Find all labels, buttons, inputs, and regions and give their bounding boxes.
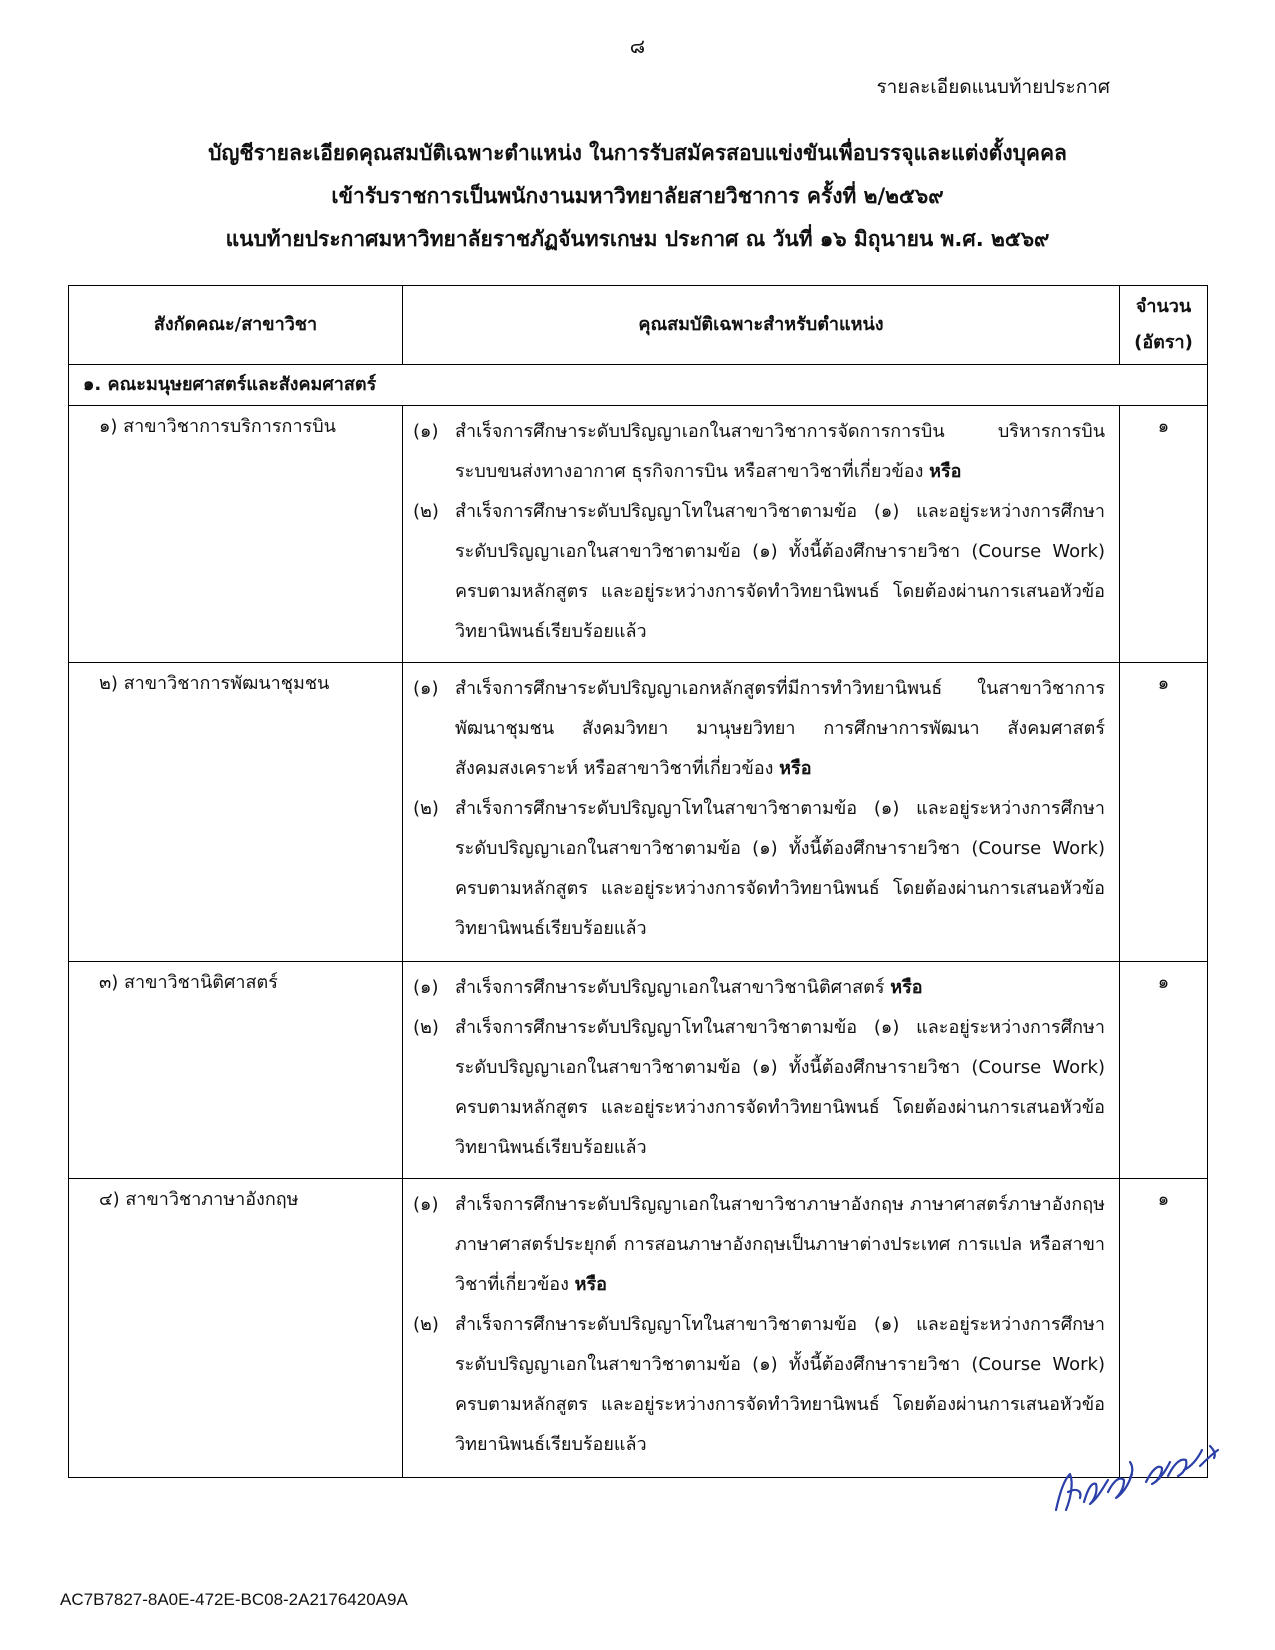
position-count: ๑ xyxy=(1120,663,1208,962)
qualification-text: สำเร็จการศึกษาระดับปริญญาโทในสาขาวิชาตามข้อ (๑) และอยู่ระหว่างการศึกษาระดับปริญญาเอกในสาขาวิชาตามข้อ (๑) ทั้งนี้ต้องศึกษารายวิชา (Course Work) ครบตามหลักสูตร และอยู่ระหว่างการจัดทำวิทยานิพนธ์ โดยต้องผ่านการเสนอหัวข้อวิทยานิพนธ์เรียบร้อยแล้ว xyxy=(455,1017,1105,1158)
page-number: ๘ xyxy=(629,34,646,58)
qualification-item xyxy=(413,492,1105,652)
qualification-text: สำเร็จการศึกษาระดับปริญญาโทในสาขาวิชาตามข้อ (๑) และอยู่ระหว่างการศึกษาระดับปริญญาเอกในสาขาวิชาตามข้อ (๑) ทั้งนี้ต้องศึกษารายวิชา (Course Work) ครบตามหลักสูตร และอยู่ระหว่างการจัดทำวิทยานิพนธ์ โดยต้องผ่านการเสนอหัวข้อวิทยานิพนธ์เรียบร้อยแล้ว xyxy=(455,1314,1105,1455)
faculty-row xyxy=(69,365,1208,406)
qualification-text-body: สำเร็จการศึกษาระดับปริญญาเอกในสาขาวิชาการจัดการการบิน บริหารการบิน ระบบขนส่งทางอากาศ ธุรกิจการบิน หรือสาขาวิชาที่เกี่ยวข้อง xyxy=(455,421,1105,482)
qualification-number: (๑) xyxy=(413,421,439,442)
qualification-text: สำเร็จการศึกษาระดับปริญญาโทในสาขาวิชาตามข้อ (๑) และอยู่ระหว่างการศึกษาระดับปริญญาเอกในสาขาวิชาตามข้อ (๑) ทั้งนี้ต้องศึกษารายวิชา (Course Work) ครบตามหลักสูตร และอยู่ระหว่างการจัดทำวิทยานิพนธ์ โดยต้องผ่านการเสนอหัวข้อวิทยานิพนธ์เรียบร้อยแล้ว xyxy=(455,501,1105,642)
branch-name: ๒) สาขาวิชาการพัฒนาชุมชน xyxy=(99,673,330,694)
qualification-item xyxy=(413,1185,1105,1305)
table-row xyxy=(69,962,1208,1179)
qualification-text-body: สำเร็จการศึกษาระดับปริญญาเอกหลักสูตรที่มีการทำวิทยานิพนธ์ ในสาขาวิชาการพัฒนาชุมชน สังคมวิทยา มานุษยวิทยา การศึกษาการพัฒนา สังคมศาสตร์ สังคมสงเคราะห์ หรือสาขาวิชาที่เกี่ยวข้อง xyxy=(455,678,1105,779)
position-count: ๑ xyxy=(1120,962,1208,1179)
annex-label: รายละเอียดแนบท้ายประกาศ xyxy=(876,76,1110,98)
qualification-cell xyxy=(403,663,1120,962)
or-keyword: หรือ xyxy=(890,977,923,998)
table-row xyxy=(69,1179,1208,1478)
or-keyword: หรือ xyxy=(779,758,812,779)
faculty-name: ๑. คณะมนุษยศาสตร์และสังคมศาสตร์ xyxy=(69,365,1208,406)
table-row xyxy=(69,663,1208,962)
position-count: ๑ xyxy=(1120,1179,1208,1478)
or-keyword: หรือ xyxy=(574,1274,607,1295)
qualification-table xyxy=(68,285,1208,1478)
qualification-text: สำเร็จการศึกษาระดับปริญญาโทในสาขาวิชาตามข้อ (๑) และอยู่ระหว่างการศึกษาระดับปริญญาเอกในสาขาวิชาตามข้อ (๑) ทั้งนี้ต้องศึกษารายวิชา (Course Work) ครบตามหลักสูตร และอยู่ระหว่างการจัดทำวิทยานิพนธ์ โดยต้องผ่านการเสนอหัวข้อวิทยานิพนธ์เรียบร้อยแล้ว xyxy=(455,798,1105,939)
qualification-text xyxy=(455,968,1105,1008)
qualification-item xyxy=(413,789,1105,949)
branch-name: ๑) สาขาวิชาการบริการการบิน xyxy=(99,416,336,437)
qualification-item xyxy=(413,1305,1105,1465)
branch-cell xyxy=(69,962,403,1179)
qualification-number: (๒) xyxy=(413,1017,439,1038)
document-title xyxy=(0,132,1275,261)
qualification-number: (๑) xyxy=(413,1194,439,1215)
qualification-number: (๑) xyxy=(413,977,439,998)
document-id: AC7B7827-8A0E-472E-BC08-2A2176420A9A xyxy=(60,1590,408,1609)
title-line-3: แนบท้ายประกาศมหาวิทยาลัยราชภัฏจันทรเกษม ประกาศ ณ วันที่ ๑๖ มิถุนายน พ.ศ. ๒๕๖๙ xyxy=(225,227,1050,251)
qualification-text-body: สำเร็จการศึกษาระดับปริญญาเอกในสาขาวิชานิติศาสตร์ xyxy=(455,977,885,998)
signature-stroke xyxy=(1084,1480,1108,1504)
qualification-text xyxy=(455,1185,1105,1305)
signature-strokes xyxy=(1056,1446,1218,1510)
signature-stroke xyxy=(1056,1474,1080,1510)
signature-stroke xyxy=(1168,1446,1218,1476)
qualification-cell xyxy=(403,1179,1120,1478)
branch-cell xyxy=(69,406,403,663)
header-qualification: คุณสมบัติเฉพาะสำหรับตำแหน่ง xyxy=(403,286,1120,365)
qualification-text xyxy=(455,669,1105,789)
title-line-1: บัญชีรายละเอียดคุณสมบัติเฉพาะตำแหน่ง ในการรับสมัครสอบแข่งขันเพื่อบรรจุและแต่งตั้งบุคคล xyxy=(208,141,1067,165)
signature-stroke xyxy=(1146,1462,1170,1484)
branch-name: ๓) สาขาวิชานิติศาสตร์ xyxy=(99,972,278,993)
branch-cell xyxy=(69,1179,403,1478)
qualification-text xyxy=(455,412,1105,492)
header-count xyxy=(1120,286,1208,365)
title-line-2: เข้ารับราชการเป็นพนักงานมหาวิทยาลัยสายวิชาการ ครั้งที่ ๒/๒๕๖๙ xyxy=(331,184,944,208)
header-count-line-1: จำนวน xyxy=(1135,296,1192,317)
qualification-number: (๒) xyxy=(413,501,439,522)
or-keyword: หรือ xyxy=(929,461,962,482)
header-branch: สังกัดคณะ/สาขาวิชา xyxy=(69,286,403,365)
branch-cell xyxy=(69,663,403,962)
qualification-number: (๒) xyxy=(413,1314,439,1335)
qualification-number: (๑) xyxy=(413,678,439,699)
handwritten-signature xyxy=(1050,1440,1225,1520)
qualification-item xyxy=(413,412,1105,492)
qualification-cell xyxy=(403,406,1120,663)
table-header-row xyxy=(69,286,1208,365)
qualification-number: (๒) xyxy=(413,798,439,819)
qualification-text-body: สำเร็จการศึกษาระดับปริญญาเอกในสาขาวิชาภาษาอังกฤษ ภาษาศาสตร์ภาษาอังกฤษ ภาษาศาสตร์ประยุกต์ การสอนภาษาอังกฤษเป็นภาษาต่างประเทศ การแปล หรือสาขาวิชาที่เกี่ยวข้อง xyxy=(455,1194,1105,1295)
branch-name: ๔) สาขาวิชาภาษาอังกฤษ xyxy=(99,1189,299,1210)
table-row xyxy=(69,406,1208,663)
qualification-cell xyxy=(403,962,1120,1179)
qualification-item xyxy=(413,968,1105,1008)
signature-stroke xyxy=(1108,1462,1132,1498)
qualification-item xyxy=(413,1008,1105,1168)
header-count-line-2: (อัตรา) xyxy=(1134,332,1193,353)
qualification-item xyxy=(413,669,1105,789)
position-count: ๑ xyxy=(1120,406,1208,663)
